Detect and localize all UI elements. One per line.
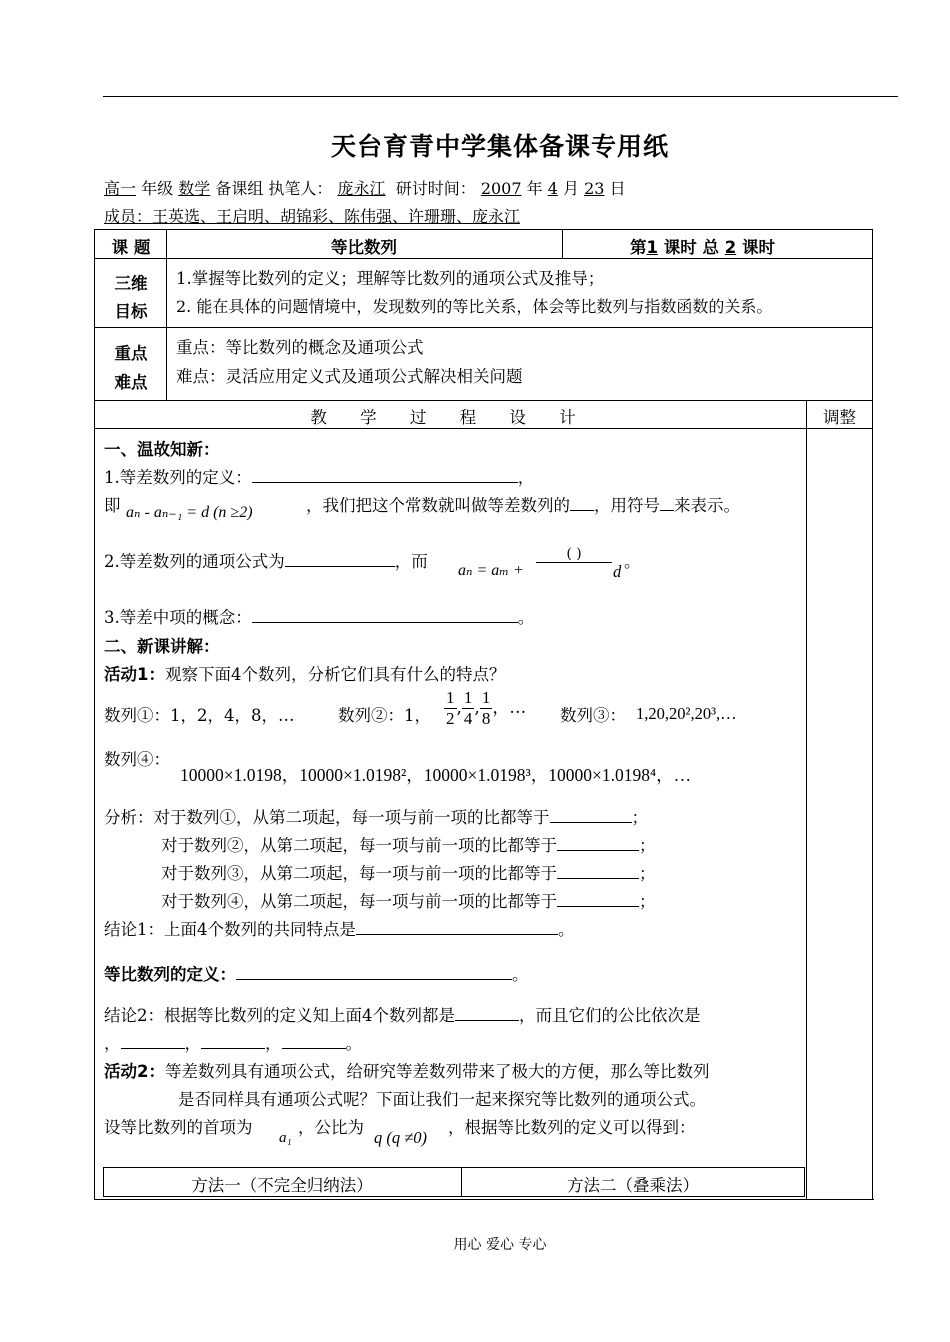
definition-line: [104, 961, 529, 985]
denominator: 2: [446, 709, 455, 728]
punct: ，: [517, 468, 535, 487]
author-value: 庞永江: [337, 179, 386, 198]
line-diff-const: [104, 492, 121, 516]
activity-1: [104, 661, 505, 685]
numerator: 1: [481, 688, 491, 707]
formula-diff: aₙ - aₙ₋₁ = d (n ≥2): [126, 504, 253, 521]
focus-label-2: 难点: [114, 373, 148, 392]
text: ，用符号: [594, 496, 660, 515]
lesson-total: 2: [724, 238, 737, 257]
blank: [557, 906, 639, 907]
key-point: 重点：等比数列的概念及通项公式: [176, 338, 424, 357]
text: ，而且它们的公比依次是: [519, 1006, 701, 1025]
table-rule: [94, 428, 873, 429]
grade-label: 年级: [141, 179, 174, 198]
punct: 。: [345, 1034, 362, 1053]
lesson-mid: 课时 总: [663, 238, 719, 257]
method-2: 方法二（叠乘法）: [567, 1176, 699, 1195]
line-diff-def: [104, 464, 534, 488]
text: 结论2：根据等比数列的定义知上面4个数列都是: [104, 1006, 455, 1025]
text: 结论1：上面4个数列的共同特点是: [104, 920, 356, 939]
blank: [660, 510, 674, 511]
sequence-3-label: 数列③：: [560, 706, 626, 725]
punct: ，: [265, 1034, 282, 1053]
topic-label: 课 题: [111, 238, 151, 257]
text: 分析：对于数列①，从第二项起，每一项与前一项的比都等于: [104, 808, 550, 827]
punct: ，: [104, 1034, 121, 1053]
denominator: 8: [481, 709, 491, 728]
numerator: 1: [463, 688, 473, 707]
day-value: 23: [584, 179, 605, 198]
group-label: 备课组 执笔人：: [215, 179, 333, 198]
text: ，而: [394, 552, 428, 571]
activity-label: 活动2：: [104, 1062, 165, 1081]
sequence-1: 数列①：1，2，4，8，…: [104, 706, 295, 725]
fraction: [444, 688, 457, 729]
punct: ；: [639, 864, 656, 883]
text: 对于数列②，从第二项起，每一项与前一项的比都等于: [161, 836, 557, 855]
blank: [570, 510, 594, 511]
page-title: 天台育青中学集体备课专用纸: [330, 132, 669, 161]
header-rule: [103, 96, 898, 97]
formula-a1: a₁: [279, 1130, 292, 1146]
numerator: 1: [446, 688, 455, 707]
text: 对于数列③，从第二项起，每一项与前一项的比都等于: [161, 864, 557, 883]
blank: [550, 822, 632, 823]
blank: [121, 1048, 185, 1049]
punct: 。: [517, 608, 535, 627]
time-label: 研讨时间：: [395, 179, 476, 198]
difficulty: 难点：灵活应用定义式及通项公式解决相关问题: [176, 367, 523, 386]
focus-label-1: 重点: [114, 344, 148, 363]
goal-2: 2. 能在具体的问题情境中，发现数列的等比关系，体会等比数列与指数函数的关系。: [176, 297, 773, 316]
method-1: 方法一（不完全归纳法）: [191, 1176, 373, 1195]
activity-label: 活动1：: [104, 665, 165, 684]
text: 对于数列④，从第二项起，每一项与前一项的比都等于: [161, 892, 557, 911]
blank: [285, 566, 395, 567]
lesson-count: [630, 234, 775, 258]
month-label: 月: [563, 179, 580, 198]
adjust-header: 调整: [823, 408, 856, 427]
goals-label-2: 目标: [114, 302, 148, 321]
members-line: 成员：王英选、王启明、胡锦彩、陈伟强、许珊珊、庞永江: [104, 207, 521, 226]
blank: [356, 934, 558, 935]
label: 2.等差数列的通项公式为: [104, 552, 285, 571]
topic-value: 等比数列: [331, 238, 397, 257]
blank: [282, 1048, 346, 1049]
punct: ，: [184, 1034, 201, 1053]
blank: [455, 1020, 519, 1021]
table-rule: [806, 400, 807, 1200]
day-label: 日: [609, 179, 626, 198]
punct: ；: [639, 836, 656, 855]
section-review: 一、温故知新：: [104, 440, 220, 459]
fraction: [480, 688, 493, 729]
text: 来表示。: [674, 496, 740, 515]
table-rule: [94, 1199, 874, 1200]
lesson-pre: 第: [630, 238, 647, 257]
blank: [252, 622, 518, 623]
line-diff-mid: [104, 604, 534, 628]
punct: 。: [624, 552, 641, 571]
goals-label-1: 三维: [114, 274, 148, 293]
conclusion-1: [104, 916, 575, 940]
month-value: 4: [547, 179, 558, 198]
line-diff-general: [104, 548, 428, 572]
analysis-2: [161, 832, 656, 856]
denominator: 4: [463, 709, 473, 728]
label: 即: [104, 496, 121, 515]
blank: [252, 482, 518, 483]
analysis-1: [104, 804, 648, 828]
setup-text-3: ，根据等比数列的定义可以得到：: [448, 1118, 696, 1137]
activity-2-cont: 是否同样具有通项公式呢？下面让我们一起来探究等比数列的通项公式。: [178, 1090, 706, 1109]
sequence-2-label: 数列②：1，: [338, 706, 431, 725]
section-new: 二、新课讲解：: [104, 637, 220, 656]
paren-numerator: ( ): [536, 546, 612, 563]
text: ，我们把这个常数就叫做等差数列的: [306, 496, 570, 515]
blank: [557, 878, 639, 879]
lesson-num: 1: [646, 238, 658, 257]
page-footer: 用心 爱心 专心: [453, 1237, 547, 1253]
sequence-2-fracs: $\frac{1}{2}$ , $\frac{1}{4}$ , $\frac{1}{8}$ ，…: [446, 688, 527, 728]
conclusion-2: [104, 1002, 701, 1026]
goal-1: 1.掌握等比数列的定义；理解等比数列的通项公式及推导；: [176, 269, 605, 288]
table-rule: [562, 229, 563, 258]
analysis-4: [161, 888, 656, 912]
info-line: [104, 176, 626, 199]
table-rule: [94, 258, 873, 259]
label: 3.等差中项的概念：: [104, 608, 252, 627]
punct: 。: [558, 920, 575, 939]
formula-q: q (q ≠0): [374, 1128, 428, 1147]
setup-text-1: 设等比数列的首项为: [104, 1118, 253, 1137]
tail: ，…: [492, 698, 527, 718]
punct: 。: [512, 965, 529, 984]
subject-value: 数学: [178, 179, 211, 198]
formula-d: d: [613, 562, 622, 581]
setup-text-2: ，公比为: [298, 1118, 364, 1137]
blank: [236, 979, 512, 980]
punct: ；: [631, 808, 648, 827]
year-value: 2007: [480, 179, 522, 198]
lesson-post: 课时: [741, 238, 775, 257]
blank: [557, 850, 639, 851]
blank: [201, 1048, 265, 1049]
grade-value: 高一: [104, 179, 137, 198]
label: 1.等差数列的定义：: [104, 468, 252, 487]
activity-2: [104, 1058, 709, 1082]
formula-general: aₙ = aₘ +: [458, 562, 524, 579]
analysis-3: [161, 860, 656, 884]
line-diff-const-rest: [306, 492, 740, 516]
activity-text: 等差数列具有通项公式，给研究等差数列带来了极大的方便，那么等比数列: [164, 1062, 710, 1081]
table-rule: [94, 327, 873, 328]
year-label: 年: [526, 179, 543, 198]
punct: ；: [639, 892, 656, 911]
sequence-4: 10000×1.0198，10000×1.0198²，10000×1.0198³，10000×1.0198⁴，…: [180, 765, 692, 785]
fraction: [462, 688, 475, 729]
process-header: 教 学 过 程 设 计: [310, 408, 590, 427]
conclusion-2-blanks: [104, 1030, 362, 1054]
definition-label: 等比数列的定义：: [104, 965, 236, 984]
sequence-4-label: 数列④：: [104, 750, 170, 769]
activity-text: 观察下面4个数列，分析它们具有什么的特点？: [164, 665, 506, 684]
sequence-3: 1,20,20²,20³,…: [636, 704, 737, 723]
